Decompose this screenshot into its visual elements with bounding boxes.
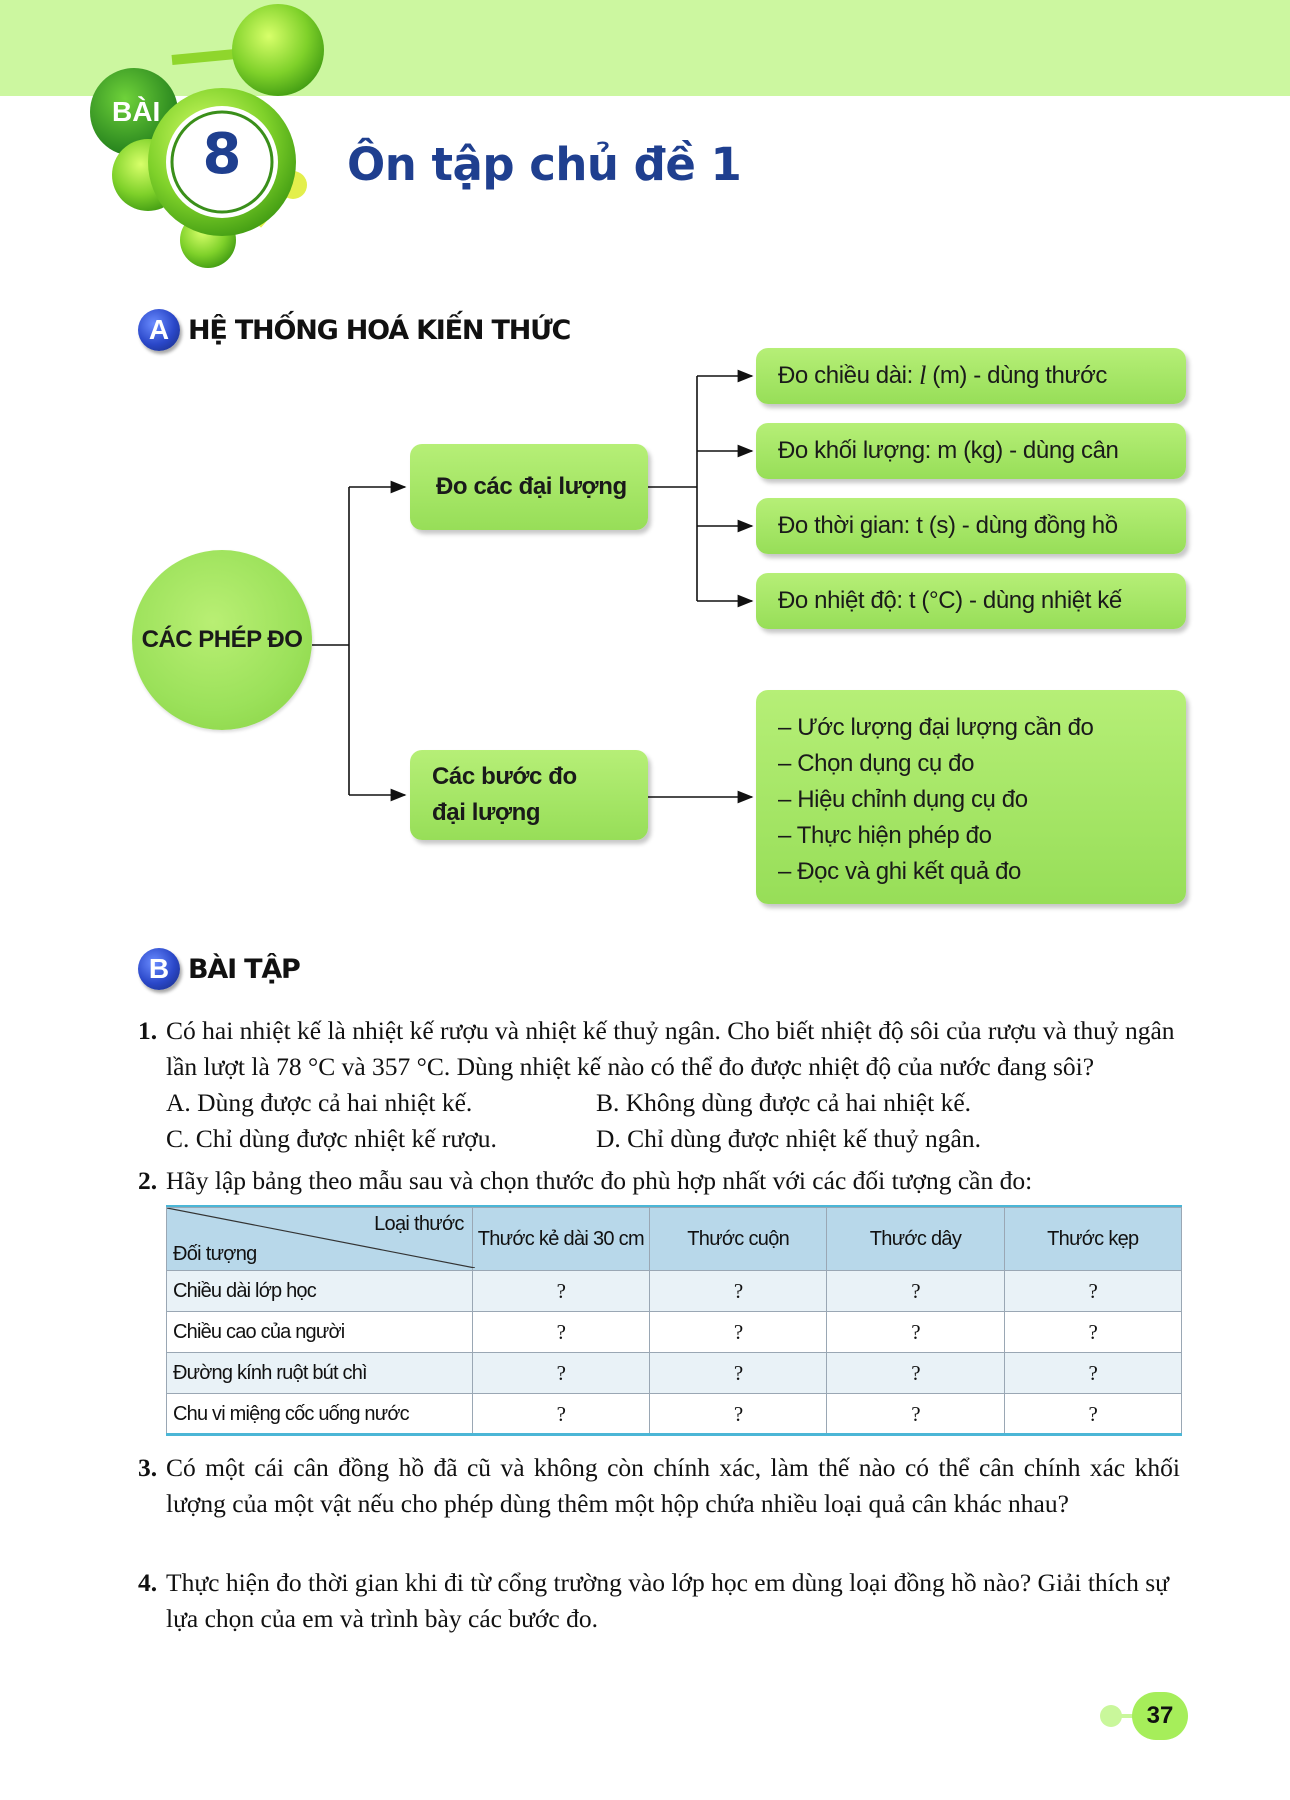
row-label: Chu vi miệng cốc uống nước <box>167 1394 473 1435</box>
corner-top-label: Loại thước <box>374 1213 464 1235</box>
corner-bottom-label: Đối tượng <box>173 1243 257 1265</box>
option-c: C. Chỉ dùng được nhiệt kế rượu. <box>166 1124 497 1153</box>
table-cell: ? <box>1004 1353 1181 1394</box>
table-cell: ? <box>827 1353 1004 1394</box>
table-cell: ? <box>650 1312 827 1353</box>
leaf-temperature <box>756 573 1186 629</box>
table-cell: ? <box>472 1312 649 1353</box>
leaf-mass <box>756 423 1186 479</box>
ruler-table <box>166 1207 1182 1435</box>
column-header: Thước cuộn <box>650 1208 827 1271</box>
leaf-length-prefix: Đo chiều dài: <box>778 362 920 389</box>
row-label: Chiều dài lớp học <box>167 1271 473 1312</box>
mindmap-root: CÁC PHÉP ĐO <box>132 550 312 730</box>
table-cell: ? <box>650 1271 827 1312</box>
page-title: Ôn tập chủ đề 1 <box>347 138 742 191</box>
table-cell: ? <box>650 1394 827 1435</box>
exercise-1 <box>138 1013 1180 1089</box>
step-item: – Hiệu chỉnh dụng cụ đo <box>778 786 1028 813</box>
exercise-2-number: 2. <box>138 1166 158 1195</box>
table-row <box>167 1394 1182 1435</box>
exercise-4-text: Thực hiện đo thời gian khi đi từ cổng trường vào lớp học em dùng loại đồng hồ nào? Giải thích sự lựa chọn của em và trình bày các bước đo. <box>166 1568 1169 1633</box>
table-corner-cell <box>167 1208 473 1271</box>
exercise-3 <box>138 1450 1180 1562</box>
column-header: Thước dây <box>827 1208 1004 1271</box>
step-item: – Ước lượng đại lượng cần đo <box>778 714 1094 741</box>
section-b-title: BÀI TẬP <box>188 953 300 985</box>
table-cell: ? <box>1004 1271 1181 1312</box>
table-cell: ? <box>650 1353 827 1394</box>
section-b-badge: B <box>138 948 180 990</box>
table-cell: ? <box>1004 1312 1181 1353</box>
table-cell: ? <box>827 1271 1004 1312</box>
length-symbol: l <box>919 361 926 390</box>
row-label: Đường kính ruột bút chì <box>167 1353 473 1394</box>
table-cell: ? <box>827 1394 1004 1435</box>
table-header-row <box>167 1208 1182 1271</box>
column-header: Thước kẻ dài 30 cm <box>472 1208 649 1271</box>
table-row <box>167 1271 1182 1312</box>
table-row <box>167 1353 1182 1394</box>
option-a: A. Dùng được cả hai nhiệt kế. <box>166 1088 473 1117</box>
exercise-3-text: Có một cái cân đồng hồ đã cũ và không còn chính xác, làm thế nào có thể cân chính xác khối lượng của một vật nếu cho phép dùng thêm một hộp chứa nhiều loại quả cân khác nhau? <box>166 1453 1180 1518</box>
table-cell: ? <box>1004 1394 1181 1435</box>
steps-list <box>756 690 1186 904</box>
table-row <box>167 1312 1182 1353</box>
leaf-mass-text: Đo khối lượng: m (kg) - dùng cân <box>778 437 1119 464</box>
leaf-time-text: Đo thời gian: t (s) - dùng đồng hồ <box>778 512 1118 539</box>
exercise-1-text: Có hai nhiệt kế là nhiệt kế rượu và nhiệt kế thuỷ ngân. Cho biết nhiệt độ sôi của rượu và thuỷ ngân lần lượt là 78 °C và 357 °C. Dùng nhiệt kế nào có thể đo được nhiệt độ của nước đang sôi? <box>166 1016 1175 1081</box>
column-header: Thước kẹp <box>1004 1208 1181 1271</box>
mindmap-branch-steps <box>410 750 648 840</box>
table-cell: ? <box>827 1312 1004 1353</box>
table-bottom-border <box>166 1433 1182 1436</box>
page-number: 37 <box>1132 1692 1188 1740</box>
table-cell: ? <box>472 1394 649 1435</box>
table-cell: ? <box>472 1353 649 1394</box>
leaf-time <box>756 498 1186 554</box>
step-item: – Đọc và ghi kết quả đo <box>778 858 1021 885</box>
table-cell: ? <box>472 1271 649 1312</box>
branch-steps-line1: Các bước đo <box>432 763 577 790</box>
lesson-number: 8 <box>202 122 242 187</box>
exercise-1-number: 1. <box>138 1016 158 1045</box>
section-b-header <box>138 948 300 990</box>
badge-label: BÀI <box>112 96 161 127</box>
exercise-4-number: 4. <box>138 1568 158 1597</box>
leaf-length <box>756 348 1186 404</box>
section-a-badge: A <box>138 309 180 351</box>
exercise-2-text: Hãy lập bảng theo mẫu sau và chọn thước đo phù hợp nhất với các đối tượng cần đo: <box>166 1166 1033 1195</box>
branch-measure-label: Đo các đại lượng <box>436 473 627 500</box>
exercise-4 <box>138 1565 1180 1641</box>
section-a-title: HỆ THỐNG HOÁ KIẾN THỨC <box>188 314 571 346</box>
exercise-2 <box>138 1163 1180 1203</box>
mindmap-branch-measure <box>410 444 648 530</box>
option-d: D. Chỉ dùng được nhiệt kế thuỷ ngân. <box>596 1124 981 1153</box>
row-label: Chiều cao của người <box>167 1312 473 1353</box>
leaf-temperature-text: Đo nhiệt độ: t (°C) - dùng nhiệt kế <box>778 587 1122 614</box>
option-b: B. Không dùng được cả hai nhiệt kế. <box>596 1088 972 1117</box>
leaf-length-suffix: (m) - dùng thước <box>925 362 1108 389</box>
step-item: – Chọn dụng cụ đo <box>778 750 975 777</box>
exercise-3-number: 3. <box>138 1453 158 1482</box>
step-item: – Thực hiện phép đo <box>778 822 992 849</box>
branch-steps-line2: đại lượng <box>432 799 541 826</box>
